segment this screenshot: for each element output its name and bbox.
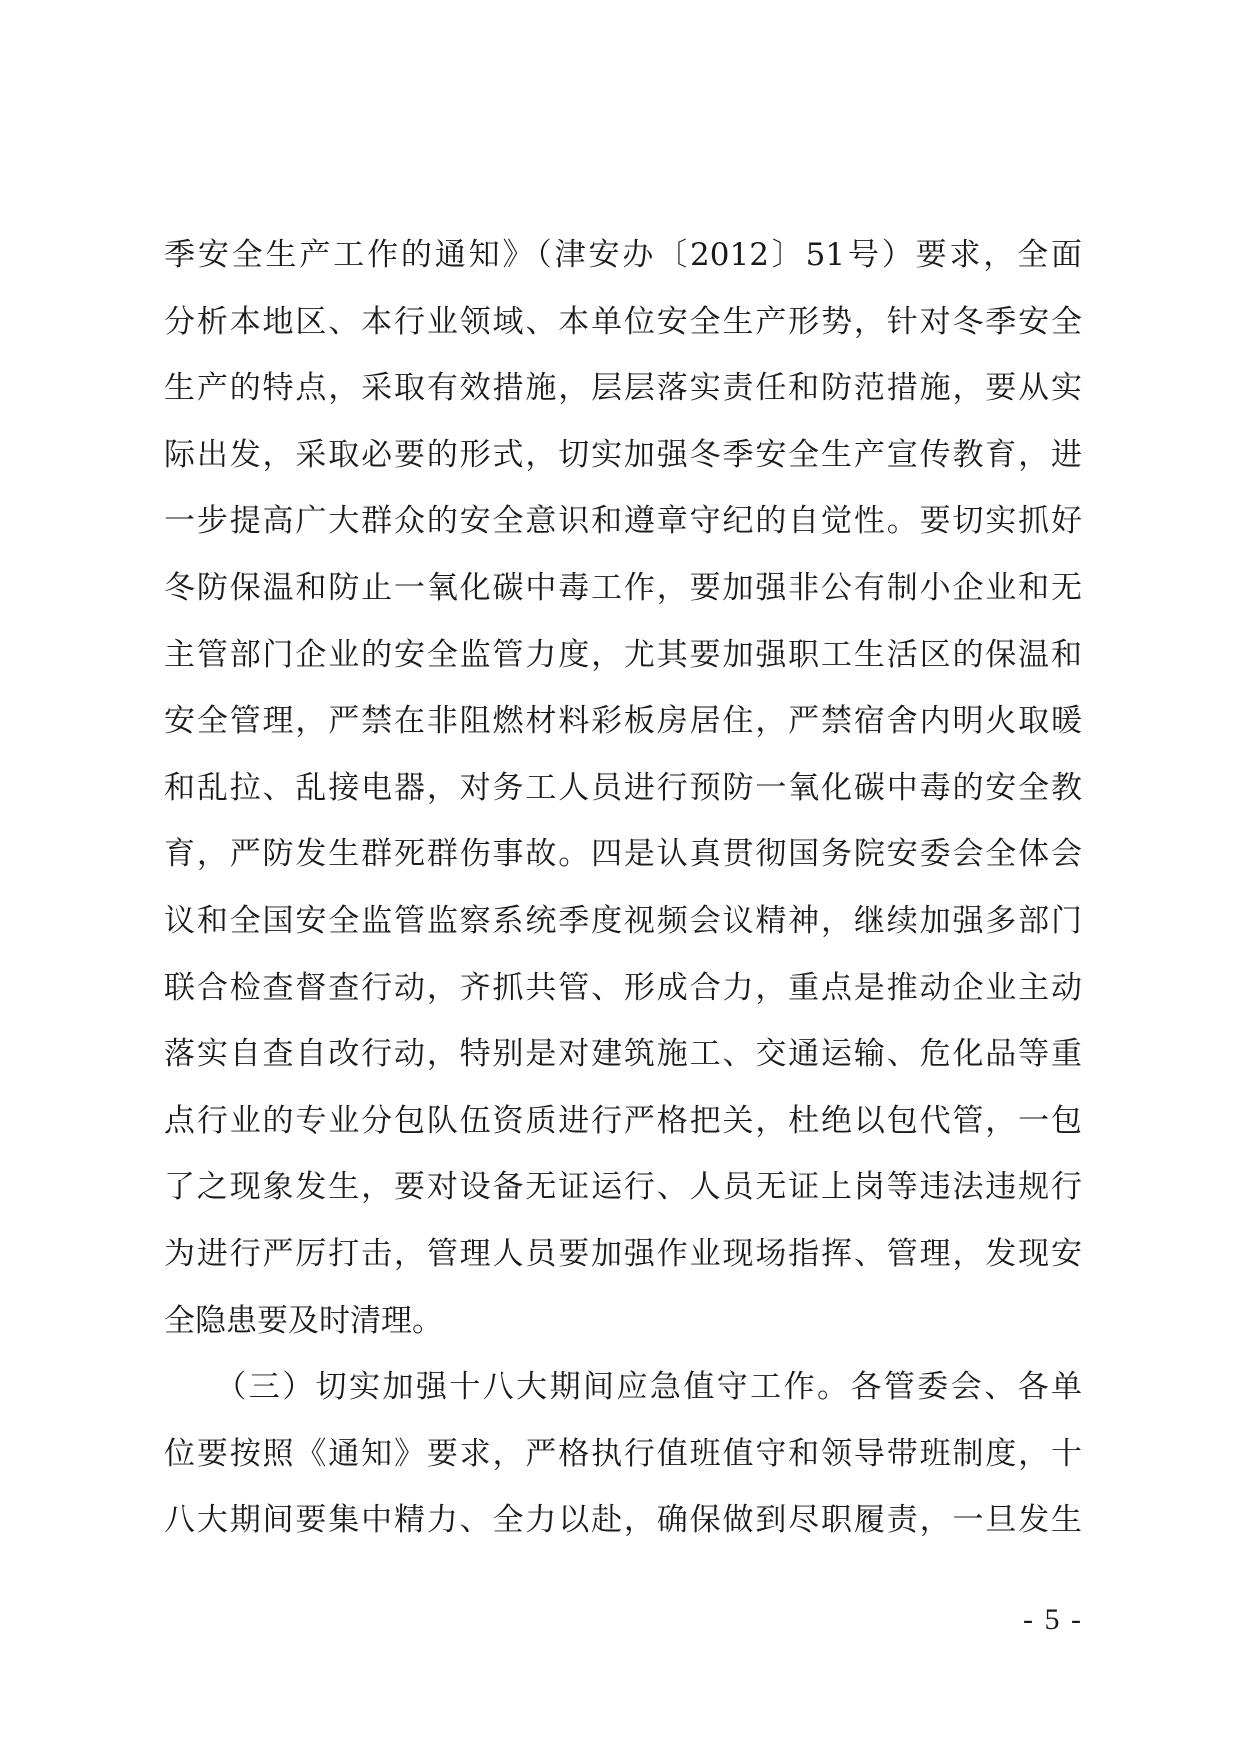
- text-line-8: 安全管理，严禁在非阻燃材料彩板房居住，严禁宿舍内明火取暖: [164, 703, 1082, 740]
- text-line-12: 联合检查督查行动，齐抓共管、形成合力，重点是推动企业主动: [164, 969, 1082, 1006]
- text-line-4: 际出发，采取必要的形式，切实加强冬季安全生产宣传教育，进: [164, 436, 1082, 473]
- text-line-16: 为进行严厉打击，管理人员要加强作业现场指挥、管理，发现安: [164, 1235, 1082, 1272]
- text-line-14: 点行业的专业分包队伍资质进行严格把关，杜绝以包代管，一包: [164, 1102, 1082, 1139]
- text-line-15: 了之现象发生，要对设备无证运行、人员无证上岗等违法违规行: [164, 1169, 1082, 1206]
- text-line-10: 育，严防发生群死群伤事故。四是认真贯彻国务院安委会全体会: [164, 836, 1082, 873]
- text-line-5: 一步提高广大群众的安全意识和遵章守纪的自觉性。要切实抓好: [164, 503, 1082, 540]
- text-line-9: 和乱拉、乱接电器，对务工人员进行预防一氧化碳中毒的安全教: [164, 769, 1082, 806]
- page-number: - 5 -: [1023, 1603, 1083, 1636]
- text-line-7: 主管部门企业的安全监管力度，尤其要加强职工生活区的保温和: [164, 636, 1082, 673]
- text-line-20: 八大期间要集中精力、全力以赴，确保做到尽职履责，一旦发生: [164, 1502, 1082, 1539]
- text-line-6: 冬防保温和防止一氧化碳中毒工作，要加强非公有制小企业和无: [164, 569, 1082, 606]
- text-line-1: 季安全生产工作的通知》（津安办〔2012〕51号）要求，全面: [164, 237, 1082, 273]
- text-line-11: 议和全国安全监管监察系统季度视频会议精神，继续加强多部门: [164, 902, 1082, 939]
- text-line-2: 分析本地区、本行业领域、本单位安全生产形势，针对冬季安全: [164, 303, 1082, 340]
- text-line-18: （三）切实加强十八大期间应急值守工作。各管委会、各单: [164, 1369, 1082, 1406]
- text-line-19: 位要按照《通知》要求，严格执行值班值守和领导带班制度，十: [164, 1435, 1082, 1472]
- text-line-3: 生产的特点，采取有效措施，层层落实责任和防范措施，要从实: [164, 370, 1082, 407]
- text-line-17: 全隐患要及时清理。: [164, 1302, 443, 1339]
- body-text: [164, 222, 1082, 1554]
- text-line-13: 落实自查自改行动，特别是对建筑施工、交通运输、危化品等重: [164, 1036, 1082, 1073]
